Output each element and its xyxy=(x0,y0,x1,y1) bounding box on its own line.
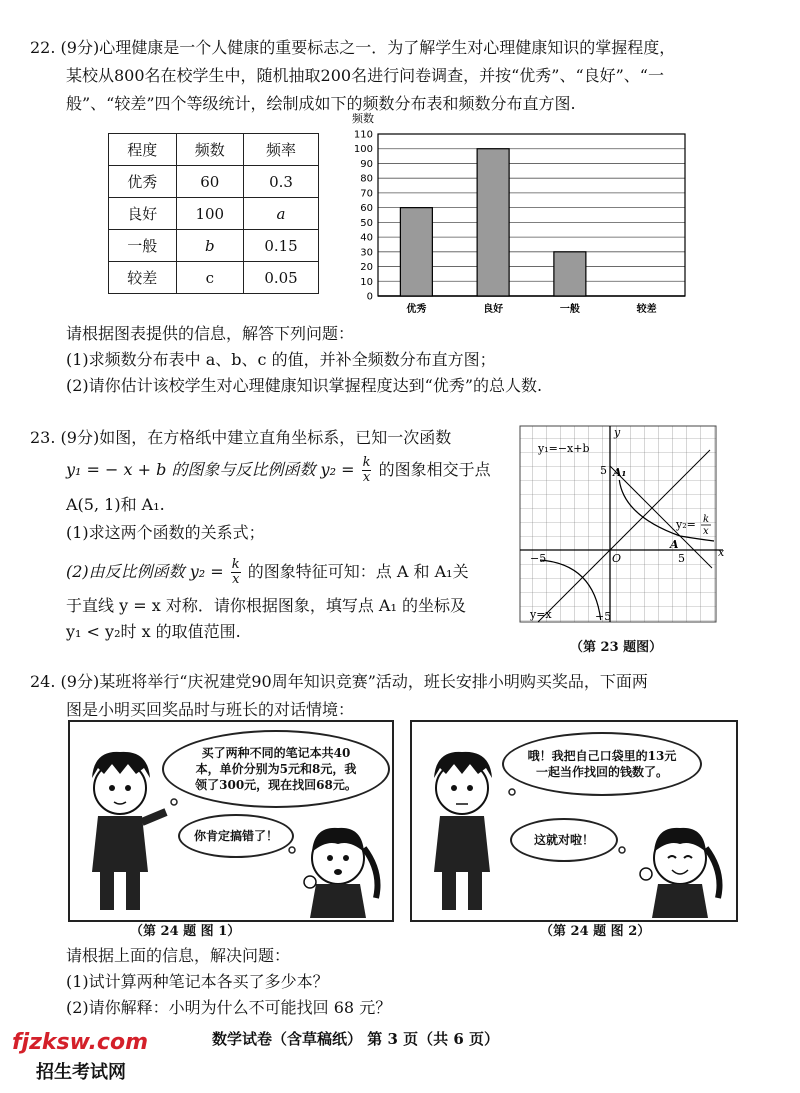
table-header: 频数 xyxy=(176,134,244,166)
table-header-row xyxy=(109,134,319,166)
x-category-label: 较差 xyxy=(636,304,657,315)
speech-text: 你肯定搞错了！ xyxy=(193,829,278,843)
figure-24-2-caption: （第 24 题 图 2） xyxy=(540,924,651,939)
y-tick-label: 110 xyxy=(353,129,373,141)
y-tick-label: 50 xyxy=(360,217,373,229)
boy-arm xyxy=(142,812,166,822)
girl-hand xyxy=(640,868,652,880)
y-tick-label: 100 xyxy=(353,144,373,156)
girl-braid xyxy=(364,848,378,898)
y-tick-5: 5 xyxy=(600,464,607,477)
speech-bubble-boy xyxy=(162,730,390,808)
axis-x-label: x xyxy=(718,546,725,559)
boy-leg xyxy=(442,872,456,910)
axis-y-label: y xyxy=(614,426,621,439)
point-A1-label: A₁ xyxy=(613,466,627,479)
table-cell: 100 xyxy=(176,198,244,230)
table-cell: c xyxy=(176,262,244,294)
boy-eye xyxy=(125,785,131,791)
girl-eye xyxy=(327,855,333,861)
q24-sub2: (2)请你解释：小明为什么不可能找回 68 元？ xyxy=(66,998,392,1017)
girl-braid xyxy=(706,848,720,898)
fraction-denominator: x xyxy=(362,470,371,485)
table-cell: 良好 xyxy=(109,198,177,230)
boy-eye xyxy=(451,785,457,791)
girl-hand xyxy=(304,876,316,888)
boy-eye xyxy=(109,785,115,791)
site-logo: fjzksw.com xyxy=(12,1030,148,1055)
table-row xyxy=(109,198,319,230)
bubble-dot xyxy=(289,847,295,853)
x-tick-5: 5 xyxy=(678,552,685,565)
comic-panel-2 xyxy=(410,720,738,922)
coordinate-graph xyxy=(518,424,730,634)
y-tick-label: 10 xyxy=(360,276,373,288)
table-header: 程度 xyxy=(109,134,177,166)
label-y1: y₁=−x+b xyxy=(538,442,590,455)
frequency-histogram xyxy=(340,112,700,320)
y-tick-label: 70 xyxy=(360,188,373,200)
girl-mouth xyxy=(334,869,342,875)
q23-sub2c: 于直线 y = x 对称．请你根据图象，填写点 A₁ 的坐标及 xyxy=(66,596,466,615)
q23-line3: A(5, 1)和 A₁. xyxy=(66,495,165,514)
bubble-dot xyxy=(619,847,625,853)
fraction-k-over-x xyxy=(362,456,372,485)
y-tick-label: 80 xyxy=(360,173,373,185)
q24-prompt: 请根据上面的信息，解决问题： xyxy=(66,946,291,965)
figure-24-1-caption: （第 24 题 图 1） xyxy=(130,924,241,939)
speech-text: 哦！我把自己口袋里的13元一起当作找回的钱数了。 xyxy=(527,749,677,779)
q23-line1: 23. (9分)如图，在方格纸中建立直角坐标系，已知一次函数 xyxy=(30,428,452,447)
speech-bubble-girl xyxy=(178,814,294,858)
table-cell: a xyxy=(244,198,319,230)
x-category-label: 一般 xyxy=(559,304,580,315)
boy-leg xyxy=(468,872,482,910)
q22-prompt: 请根据图表提供的信息，解答下列问题： xyxy=(66,324,355,343)
boy-eye xyxy=(467,785,473,791)
boy-body xyxy=(92,816,148,872)
table-row xyxy=(109,166,319,198)
speech-bubble-girl xyxy=(510,818,618,862)
fraction-numerator: k xyxy=(231,557,240,572)
boy-leg xyxy=(100,872,114,910)
table-cell: 优秀 xyxy=(109,166,177,198)
table-cell: 60 xyxy=(176,166,244,198)
frequency-table xyxy=(108,133,319,294)
fraction-denominator: x xyxy=(232,572,240,587)
speech-bubble-boy xyxy=(502,732,702,796)
page-footer: 数学试卷（含草稿纸） 第 3 页（共 6 页） xyxy=(212,1030,499,1048)
table-cell: b xyxy=(176,230,244,262)
q23-sub1: (1)求这两个函数的关系式； xyxy=(66,523,265,542)
q22-line1: 22. (9分)心理健康是一个人健康的重要标志之一．为了解学生对心理健康知识的掌握程度， xyxy=(30,38,676,57)
y-tick-neg5: −5 xyxy=(595,610,612,623)
q23-line2-tail: 的图象相交于点 xyxy=(378,460,491,479)
label-y2-k: k xyxy=(703,514,710,525)
q24-sub1: (1)试计算两种笔记本各买了多少本？ xyxy=(66,972,329,991)
figure-23-caption: （第 23 题图） xyxy=(570,640,663,655)
y-axis-label: 频数 xyxy=(352,112,374,125)
q23-line2 xyxy=(66,456,491,485)
y-tick-label: 60 xyxy=(360,203,373,215)
q24-line1: 24. (9分)某班将举行“庆祝建党90周年知识竞赛”活动，班长安排小明购买奖品，下面两 xyxy=(30,672,648,691)
y-tick-label: 0 xyxy=(366,291,373,303)
y-tick-label: 40 xyxy=(360,232,373,244)
table-cell: 0.3 xyxy=(244,166,319,198)
y-tick-label: 90 xyxy=(360,158,373,170)
table-row xyxy=(109,230,319,262)
girl-body xyxy=(652,884,708,918)
label-y-equals-x: y=x xyxy=(530,608,552,621)
y-tick-label: 30 xyxy=(360,247,373,259)
table-cell: 0.15 xyxy=(244,230,319,262)
table-header: 频率 xyxy=(244,134,319,166)
girl-eye xyxy=(343,855,349,861)
q23-sub2-tail: 的图象特征可知：点 A 和 A₁关 xyxy=(247,562,469,581)
boy-leg xyxy=(126,872,140,910)
bar-3 xyxy=(554,252,586,296)
girl-body xyxy=(310,884,366,918)
bubble-dot xyxy=(171,799,177,805)
table-row xyxy=(109,262,319,294)
origin-label: O xyxy=(612,552,622,565)
q22-sub1: (1)求频数分布表中 a、b、c 的值，并补全频数分布直方图； xyxy=(66,350,496,369)
q22-line3: 般”、“较差”四个等级统计，绘制成如下的频数分布表和频数分布直方图. xyxy=(66,94,576,113)
x-category-label: 良好 xyxy=(483,304,504,315)
x-category-label: 优秀 xyxy=(406,304,427,315)
point-A-label: A xyxy=(670,538,679,551)
speech-text: 这就对啦！ xyxy=(533,833,594,847)
label-y2: y₂= xyxy=(676,518,696,531)
comic-panel-1 xyxy=(68,720,394,922)
table-cell: 0.05 xyxy=(244,262,319,294)
table-cell: 较差 xyxy=(109,262,177,294)
q23-sub2d: y₁ < y₂时 x 的取值范围. xyxy=(66,622,241,641)
q22-sub2: (2)请你估计该校学生对心理健康知识掌握程度达到“优秀”的总人数. xyxy=(66,376,543,395)
fraction-k-over-x xyxy=(231,558,241,587)
q24-line2: 图是小明买回奖品时与班长的对话情境： xyxy=(66,700,355,719)
fraction-numerator: k xyxy=(362,455,371,470)
bar-2 xyxy=(477,149,509,296)
y-tick-label: 20 xyxy=(360,262,373,274)
speech-text: 买了两种不同的笔记本共40本，单价分别为5元和8元，我领了300元，现在找回68元。 xyxy=(195,746,357,792)
x-tick-neg5: −5 xyxy=(530,552,547,565)
q22-line2: 某校从800名在校学生中，随机抽取200名进行问卷调查，并按“优秀”、“良好”、“一 xyxy=(66,66,664,85)
site-logo-subtitle: 招生考试网 xyxy=(36,1062,126,1083)
bubble-dot xyxy=(509,789,515,795)
table-cell: 一般 xyxy=(109,230,177,262)
q23-line2-text: y₁ = − x + b 的图象与反比例函数 y₂ = xyxy=(66,460,355,479)
boy-body xyxy=(434,816,490,872)
q23-sub2-text: (2)由反比例函数 y₂ = xyxy=(66,562,224,581)
label-y2-x: x xyxy=(703,526,709,537)
q23-sub2 xyxy=(66,558,469,587)
bar-1 xyxy=(400,208,432,296)
